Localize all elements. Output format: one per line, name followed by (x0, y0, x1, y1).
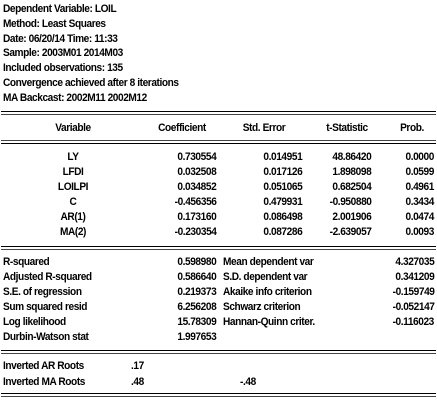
cell-std-error: 0.087286 (263, 226, 302, 238)
cell-coefficient: 0.173160 (177, 211, 216, 223)
cell-prob: 0.0000 (405, 151, 434, 163)
cell-t-stat: 0.682504 (332, 181, 371, 193)
root-value: .48 (131, 376, 144, 388)
cell-std-error: 0.479931 (263, 196, 302, 208)
header-line-date: Date: 06/20/14 Time: 11:33 (3, 33, 118, 45)
cell-std-error: 0.017126 (263, 166, 302, 178)
header-line-dependent-variable: Dependent Variable: LOIL (3, 3, 117, 15)
divider-middle-2 (1, 249, 436, 250)
root-value: .17 (131, 360, 144, 372)
stat-label: Schwarz criterion (223, 301, 301, 313)
stat-label: Sum squared resid (3, 301, 88, 313)
cell-coefficient: -0.230354 (174, 226, 216, 238)
col-header-variable: Variable (55, 122, 91, 134)
cell-prob: 0.0599 (405, 166, 434, 178)
stat-value: 15.78309 (177, 316, 216, 328)
cell-t-stat: 1.898098 (332, 166, 371, 178)
cell-variable: MA(2) (59, 226, 87, 238)
cell-prob: 0.3434 (405, 196, 434, 208)
stat-value: 0.586640 (177, 271, 216, 283)
stat-label: Durbin-Watson stat (3, 331, 89, 343)
cell-variable: LY (67, 151, 79, 163)
root-value: -.48 (240, 376, 256, 388)
divider-bottom-2 (1, 353, 436, 354)
cell-coefficient: 0.034852 (177, 181, 216, 193)
divider-end-1 (1, 393, 436, 394)
divider-top-1 (1, 111, 436, 112)
stat-label: R-squared (3, 256, 50, 268)
cell-variable: LOILPI (57, 181, 89, 193)
cell-coefficient: 0.032508 (177, 166, 216, 178)
divider-end-2 (1, 396, 436, 397)
header-line-sample: Sample: 2003M01 2014M03 (3, 47, 123, 59)
roots-label: Inverted MA Roots (3, 376, 85, 388)
divider-header-2 (1, 143, 436, 144)
stat-label: Akaike info criterion (223, 286, 312, 298)
stat-label: Hannan-Quinn criter. (223, 316, 315, 328)
cell-prob: 0.0474 (405, 211, 434, 223)
stat-label: Log likelihood (3, 316, 66, 328)
header-line-observations: Included observations: 135 (3, 62, 123, 74)
stat-value: 0.598980 (177, 256, 216, 268)
stat-value: 0.219373 (177, 286, 216, 298)
header-line-convergence: Convergence achieved after 8 iterations (3, 77, 179, 89)
cell-t-stat: 48.86420 (332, 151, 371, 163)
cell-coefficient: -0.456356 (174, 196, 216, 208)
cell-coefficient: 0.730554 (177, 151, 216, 163)
cell-t-stat: -0.950880 (329, 196, 371, 208)
header-line-method: Method: Least Squares (3, 18, 106, 30)
stat-value: -0.116023 (392, 316, 434, 328)
stat-value: 6.256208 (177, 301, 216, 313)
cell-std-error: 0.086498 (263, 211, 302, 223)
col-header-t-statistic: t-Statistic (326, 122, 368, 134)
cell-std-error: 0.014951 (263, 151, 302, 163)
col-header-coefficient: Coefficient (158, 122, 206, 134)
divider-middle-1 (1, 246, 436, 247)
cell-prob: 0.0093 (405, 226, 434, 238)
divider-header-1 (1, 140, 436, 141)
col-header-prob: Prob. (400, 122, 424, 134)
roots-label: Inverted AR Roots (3, 360, 84, 372)
stat-value: 4.327035 (395, 256, 434, 268)
stat-label: Mean dependent var (223, 256, 314, 268)
cell-t-stat: -2.639057 (329, 226, 371, 238)
cell-t-stat: 2.001906 (332, 211, 371, 223)
cell-variable: LFDI (62, 166, 84, 178)
stat-label: S.D. dependent var (223, 271, 308, 283)
header-line-backcast: MA Backcast: 2002M11 2002M12 (3, 92, 147, 104)
cell-std-error: 0.051065 (263, 181, 302, 193)
col-header-std-error: Std. Error (242, 122, 286, 134)
stat-value: 0.341209 (395, 271, 434, 283)
stat-label: S.E. of regression (3, 286, 82, 298)
cell-variable: AR(1) (60, 211, 86, 223)
cell-variable: C (69, 196, 77, 208)
stat-value: -0.159749 (392, 286, 434, 298)
divider-bottom-1 (1, 350, 436, 351)
cell-prob: 0.4961 (405, 181, 434, 193)
divider-top-2 (1, 114, 436, 115)
stat-value: 1.997653 (177, 331, 216, 343)
stat-value: -0.052147 (392, 301, 434, 313)
stat-label: Adjusted R-squared (3, 271, 92, 283)
